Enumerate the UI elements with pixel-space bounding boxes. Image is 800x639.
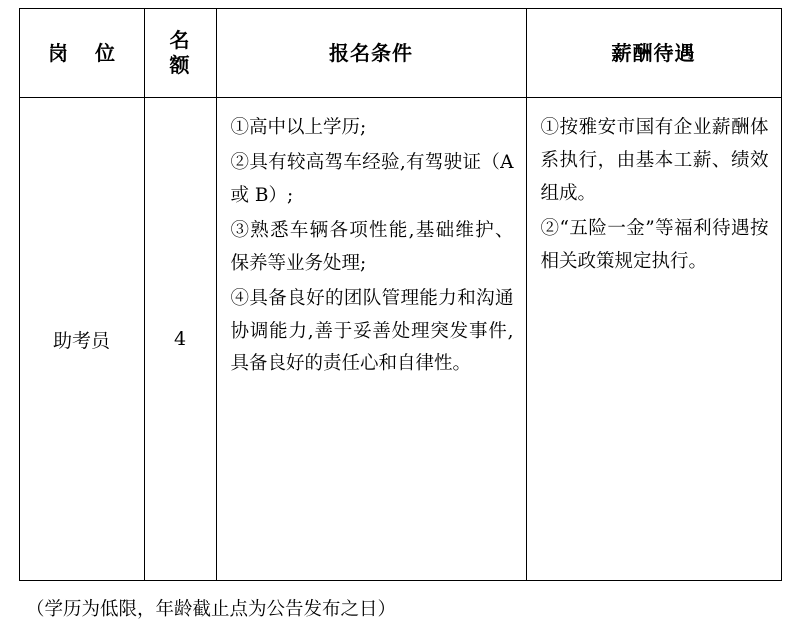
table-body: [19, 98, 781, 581]
header-cell-salary: [526, 9, 781, 98]
condition-item: ④具备良好的团队管理能力和沟通协调能力,善于妥善处理突发事件,具备良好的责任心和自律性。: [230, 287, 514, 375]
recruitment-table: [19, 8, 782, 581]
header-quota-label-line2: 额: [169, 53, 191, 77]
condition-item: ③熟悉车辆各项性能,基础维护、保养等业务处理;: [230, 219, 514, 274]
condition-item: ①高中以上学历;: [230, 117, 367, 138]
header-salary-label: 薪酬待遇: [611, 41, 696, 65]
header-cell-quota: [144, 9, 216, 98]
table-header-row: [19, 9, 781, 98]
header-cell-conditions: [216, 9, 526, 98]
header-cell-post: [19, 9, 144, 98]
cell-salary: [526, 98, 781, 581]
cell-post: 助考员: [19, 98, 144, 581]
cell-quota: 4: [144, 98, 216, 581]
table-header: [19, 9, 781, 98]
header-post-label: 岗 位: [48, 41, 125, 65]
table-row: [19, 98, 781, 581]
cell-conditions: [216, 98, 526, 581]
salary-item: ①按雅安市国有企业薪酬体系执行，由基本工薪、绩效组成。: [540, 117, 769, 204]
header-quota-label-line1: 名: [169, 28, 191, 52]
table-footnote: （学历为低限，年龄截止点为公告发布之日）: [26, 599, 397, 620]
header-conditions-label: 报名条件: [329, 41, 413, 65]
condition-item: ②具有较高驾车经验,有驾驶证（A 或 B）;: [230, 151, 514, 206]
salary-item: ②“五险一金”等福利待遇按相关政策规定执行。: [540, 217, 769, 272]
